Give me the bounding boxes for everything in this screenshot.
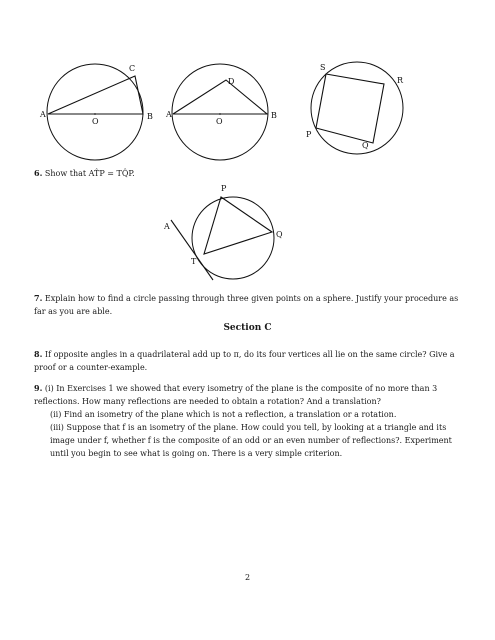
question-6 <box>34 168 135 178</box>
question-8-number: 8. <box>34 349 43 359</box>
question-7-text: Explain how to find a circle passing through three given points on a sphere. Justify your procedure as far as you are able. <box>34 294 459 316</box>
figure-4-tangent-chord <box>163 184 283 280</box>
fig1-label-a: A <box>40 110 46 119</box>
question-6-number: 6. <box>34 168 43 178</box>
question-9-part-i: (i) In Exercises 1 we showed that every isometry of the plane is the composite of no more than 3 reflections. How many reflections are needed to obtain a rotation? And a translation? <box>34 384 438 406</box>
fig3-label-r: R <box>397 76 404 85</box>
question-9 <box>34 382 466 460</box>
question-7-number: 7. <box>34 293 43 303</box>
fig4-label-q: Q <box>276 230 283 239</box>
fig1-label-o: O <box>92 117 99 126</box>
question-6-text: Show that AT̂P = TQ̂P. <box>44 169 135 178</box>
figure-3-cyclic-quadrilateral <box>306 62 404 154</box>
fig2-label-a: A <box>166 110 172 119</box>
fig3-label-s: S <box>320 63 326 72</box>
question-8 <box>34 348 466 374</box>
fig1-label-c: C <box>129 64 136 73</box>
question-9-part-ii: (ii) Find an isometry of the plane which is not a reflection, a translation or a rotation. <box>50 410 397 419</box>
question-9-number: 9. <box>34 383 43 393</box>
question-7 <box>34 292 466 318</box>
section-heading: Section C <box>223 323 272 333</box>
fig2-label-b: B <box>271 111 277 120</box>
fig4-label-a: A <box>164 222 170 231</box>
fig2-label-o: O <box>216 117 223 126</box>
fig1-label-b: B <box>147 112 153 121</box>
question-9-part-iii: (iii) Suppose that f is an isometry of the plane. How could you tell, by looking at a triangle and its image under f, whether f is the composite of an odd or an even number of reflections?. Experiment until you begin to see what is going on. There is a very simple criterion. <box>50 423 452 458</box>
fig3-label-q: Q <box>362 141 369 150</box>
figure-1-semicircle-angle <box>39 64 153 160</box>
geometry-figures <box>0 0 495 300</box>
fig2-label-d: D <box>228 77 235 86</box>
question-8-text: If opposite angles in a quadrilateral add up to π, do its four vertices all lie on the same circle? Give a proof or a counter-example. <box>34 350 455 372</box>
figure-2-interior-point <box>165 64 277 160</box>
fig3-label-p: P <box>306 130 312 139</box>
fig4-label-p: P <box>221 184 227 193</box>
fig4-label-t: T <box>191 257 197 266</box>
page-number: 2 <box>244 573 251 582</box>
